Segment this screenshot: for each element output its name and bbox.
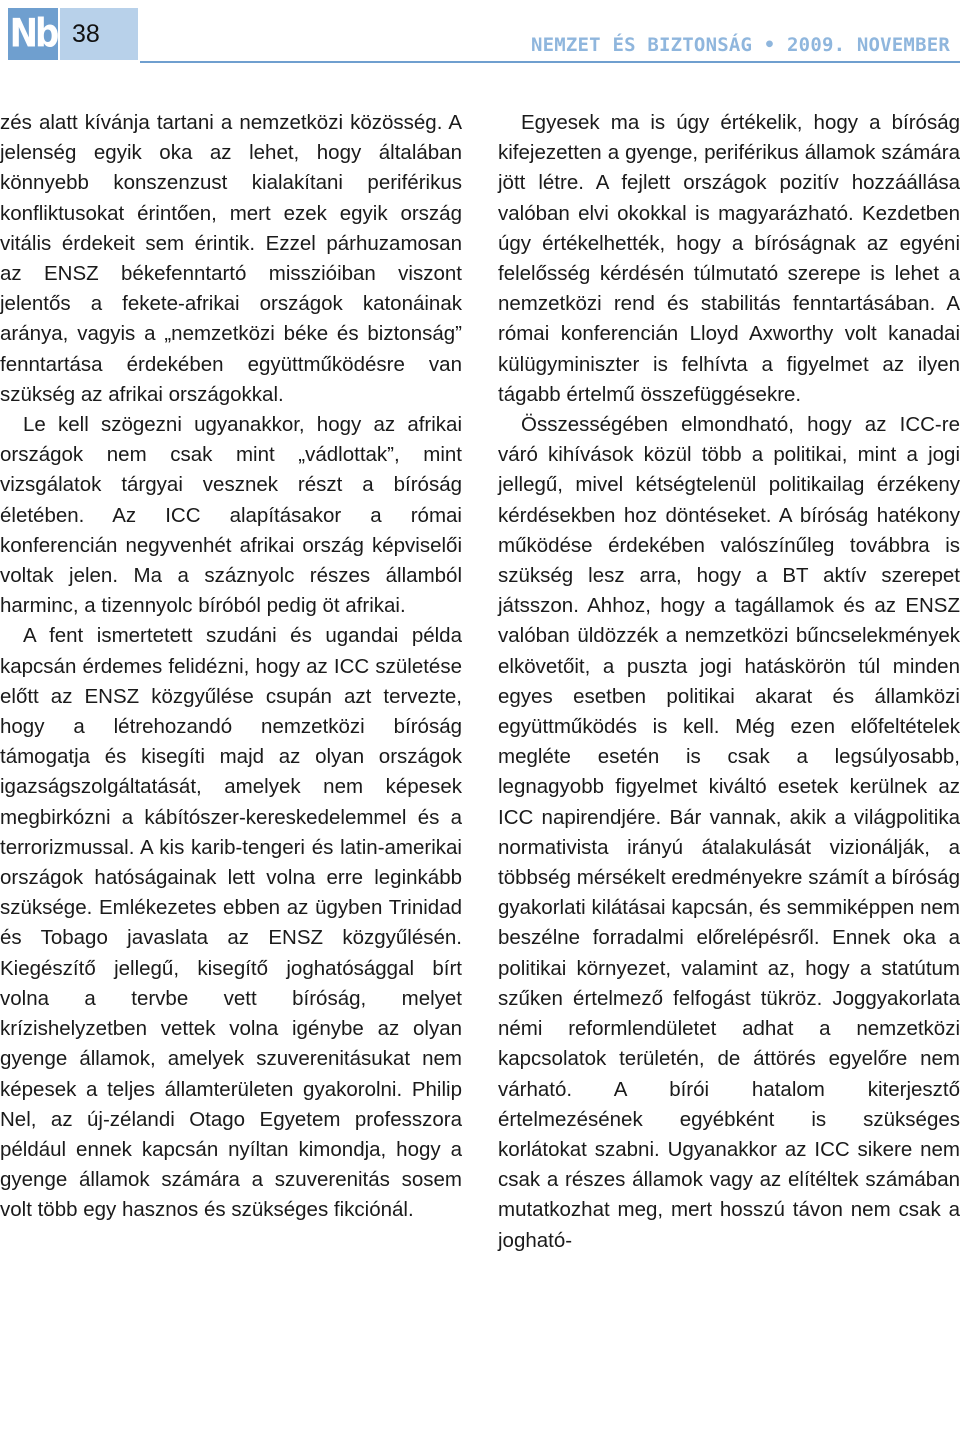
page-number: 38 xyxy=(60,8,138,60)
page-header xyxy=(0,0,960,64)
left-column xyxy=(0,108,462,1226)
left-paragraph-1: zés alatt kívánja tartani a nemzetközi közösség. A jelenség egyik oka az lehet, hogy általában könnyebb konszenzust kialakítani periférikus konfliktusokat érintően, mert ezek egyik ország vitális érdekeit sem érintik. Ezzel párhuzamosan az ENSZ békefenntartó misszióiban viszont jelentős a fekete-afrikai országok katonáinak aránya, vagyis a „nemzetközi béke és biztonság” fenntartása érdekében együttműködésre van szükség az afrikai országokkal. xyxy=(0,111,462,406)
right-paragraph-1: Egyesek ma is úgy értékelik, hogy a bíróság kifejezetten a gyenge, periférikus államok számára jött létre. A fejlett országok pozitív hozzáállása valóban elvi okokkal is magyarázható. Kezdetben úgy értékelhették, hogy a bíróságnak az egyéni felelősség kérdésén túlmutató szerepe is lehet a nemzetközi rend és stabilitás fenntartásában. A római konferencián Lloyd Axworthy volt kanadai külügyminiszter is felhívta a figyelmet az ilyen tágabb értelmű összefüggésekre. xyxy=(498,111,960,406)
left-paragraph-2: Le kell szögezni ugyanakkor, hogy az afrikai országok nem csak mint „vádlottak”, mint vizsgálatok tárgyai vesznek részt a bíróság életében. Az ICC alapításakor a római konferencián negyvenhét afrikai ország képviselői voltak jelen. Ma a száznyolc részes államból harminc, a tizennyolc bíróból pedig öt afrikai. xyxy=(0,413,462,618)
running-title: NEMZET ÉS BIZTONSÁG • 2009. NOVEMBER xyxy=(530,34,950,56)
logo-text: Nb xyxy=(9,11,57,57)
header-rule xyxy=(140,61,960,63)
left-paragraph-3: A fent ismertetett szudáni és ugandai példa kapcsán érdemes felidézni, hogy az ICC születése előtt az ENSZ közgyűlése csupán azt tervezte, hogy a létrehozandó nemzetközi bíróság támogatja és kisegíti majd az olyan országok igazságszolgáltatását, amelyek nem képesek megbirkózni a kábítószer-kereskedelemmel és a terrorizmussal. A kis karib-tengeri és latin-amerikai országok hatóságainak lett volna erre leginkább szüksége. Emlékezetes ebben az ügyben Trinidad és Tobago javaslata az ENSZ közgyűlésén. Kiegészítő jellegű, kisegítő joghatósággal bírt volna a tervbe vett bíróság, melyet krízishelyzetben vettek volna igénybe az olyan gyenge államok, amelyek szuverenitásukat nem képesek a teljes államterületen gyakorolni. Philip Nel, az új-zélandi Otago Egyetem professzora például ennek kapcsán nyíltan kimondja, hogy a gyenge államok számára a szuverenitás sosem volt több egy hasznos és szükséges fikciónál. xyxy=(0,624,462,1222)
right-column xyxy=(498,108,960,1256)
right-paragraph-2: Összességében elmondható, hogy az ICC-re váró kihívások közül több a politikai, mint a jogi jellegű, mivel kétségtelenül politikailag érzékeny kérdésekben hoz döntéseket. A bíróság hatékony működése érdekében valószínűleg továbbra is szükség lesz arra, hogy a BT aktív szerepet játsszon. Ahhoz, hogy a tagállamok és az ENSZ valóban üldözzék a nemzetközi bűncselekmények elkövetőit, a puszta jogi hatáskörön túl minden egyes esetben politikai akarat és államközi együttműködés is kell. Még ezen előfeltételek megléte esetén is csak a legsúlyosabb, legnagyobb figyelmet kiváltó esetek kerülnek az ICC napirendjére. Bár vannak, akik a világpolitika normativista irányú átalakulását vizionálják, a többség mérsékelt eredményekre számít a bíróság gyakorlati kilátásai kapcsán, és semmiképpen nem beszélne forradalmi előrelépésről. Ennek oka a politikai környezet, valamint az, hogy a statútum szűken értelmező felfogást tükröz. Joggyakorlata némi reformlendületet adhat a nemzetközi kapcsolatok területén, de áttörés egyelőre nem várható. A bírói hatalom kiterjesztő értelmezésének egyébként is szükséges korlátokat szabni. Ugyanakkor az ICC sikere nem csak a részes államok vagy az elítéltek számában mutatkozhat meg, mert hosszú távon nem csak a jogható- xyxy=(498,413,960,1252)
magazine-logo xyxy=(8,8,58,60)
